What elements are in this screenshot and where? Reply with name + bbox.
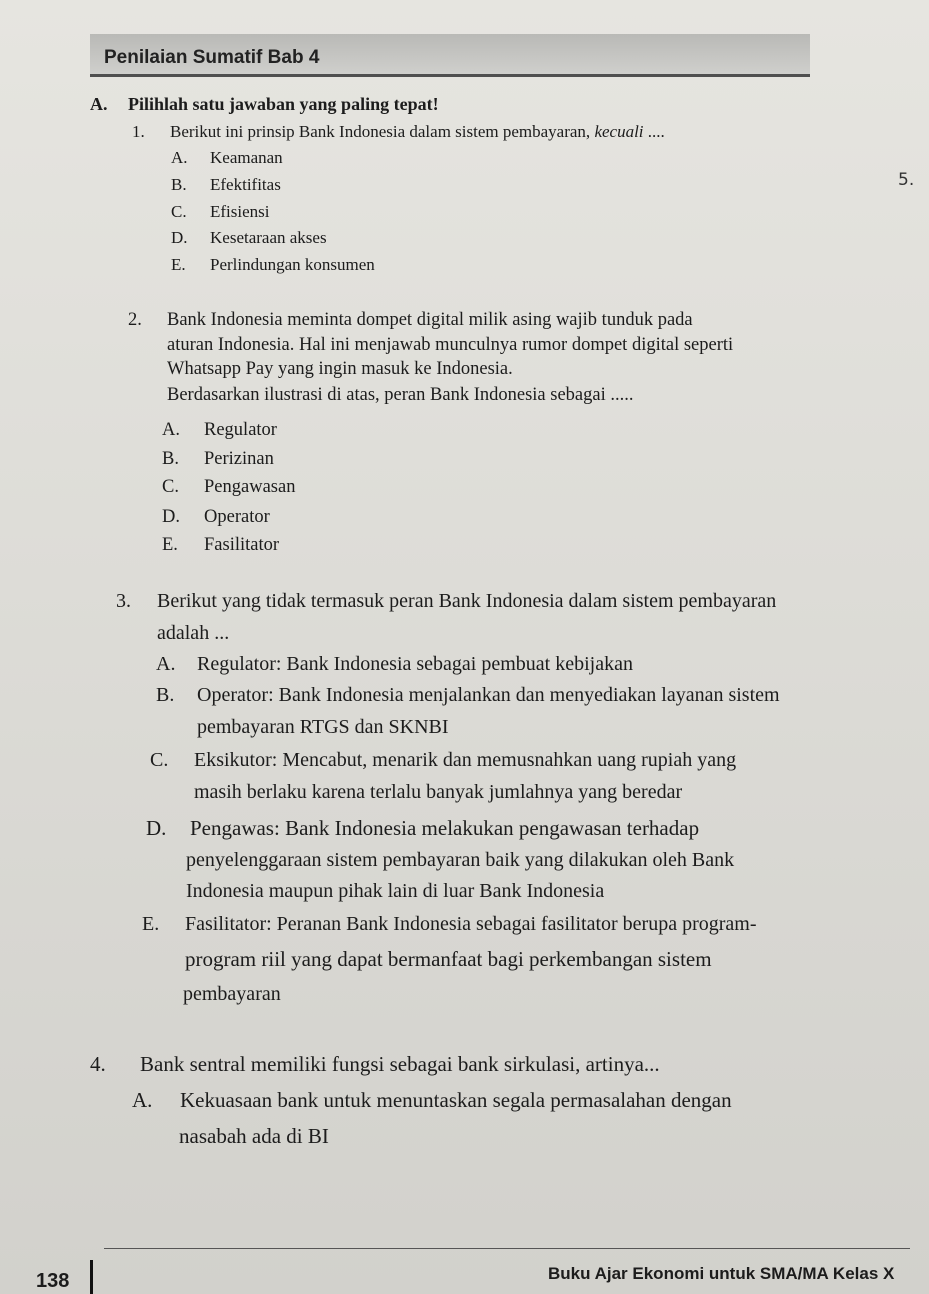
q2-line-2: aturan Indonesia. Hal ini menjawab munculnya rumor dompet digital seperti <box>167 335 734 355</box>
q2-line-4: Berdasarkan ilustrasi di atas, peran Bank Indonesia sebagai ..... <box>167 385 634 405</box>
q3-line-2: adalah ... <box>157 622 230 644</box>
q1-option-d: Kesetaraan akses <box>210 228 327 247</box>
q3-option-d-line-2: penyelenggaraan sistem pembayaran baik yang dilakukan oleh Bank <box>186 849 735 871</box>
footer-rule <box>104 1248 910 1249</box>
q3-option-a-letter: A. <box>156 653 176 675</box>
q3-option-d-line-3: Indonesia maupun pihak lain di luar Bank Indonesia <box>186 880 605 902</box>
q1-question <box>170 122 665 142</box>
q2-option-a: Regulator <box>204 420 277 440</box>
q1-option-c-letter: C. <box>171 202 187 221</box>
book-title: Buku Ajar Ekonomi untuk SMA/MA Kelas X <box>548 1264 895 1283</box>
q1-option-e: Perlindungan konsumen <box>210 255 375 274</box>
q3-option-d-line-1: Pengawas: Bank Indonesia melakukan pengawasan terhadap <box>190 816 700 840</box>
q2-option-b-letter: B. <box>162 449 179 469</box>
page-title: Penilaian Sumatif Bab 4 <box>104 47 320 68</box>
q1-number: 1. <box>132 122 145 141</box>
q3-option-e-line-1: Fasilitator: Peranan Bank Indonesia sebagai fasilitator berupa program- <box>185 913 757 935</box>
q1-italic: kecuali <box>594 122 644 141</box>
q4-option-a-letter: A. <box>132 1088 153 1112</box>
q1-option-d-letter: D. <box>171 228 188 247</box>
q3-option-e-line-2: program riil yang dapat bermanfaat bagi perkembangan sistem <box>185 947 712 971</box>
page-number: 138 <box>36 1270 70 1292</box>
footer-bar <box>90 1260 93 1294</box>
q3-option-b-line-2: pembayaran RTGS dan SKNBI <box>197 716 449 738</box>
margin-note: 5. <box>898 170 915 190</box>
section-label: A. <box>90 94 108 114</box>
q1-text: Berikut ini prinsip Bank Indonesia dalam sistem pembayaran, <box>170 122 591 141</box>
q4-number: 4. <box>90 1052 106 1076</box>
q1-option-a-letter: A. <box>171 148 188 167</box>
q3-number: 3. <box>116 590 131 612</box>
q1-option-e-letter: E. <box>171 255 186 274</box>
q3-option-e-letter: E. <box>142 913 160 935</box>
q3-option-a: Regulator: Bank Indonesia sebagai pembuat kebijakan <box>197 653 633 675</box>
q3-option-c-line-2: masih berlaku karena terlalu banyak jumlahnya yang beredar <box>194 781 683 803</box>
q4-option-a-line-1: Kekuasaan bank untuk menuntaskan segala permasalahan dengan <box>180 1088 732 1112</box>
q2-option-a-letter: A. <box>162 420 180 440</box>
q2-number: 2. <box>128 310 142 330</box>
q3-line-1: Berikut yang tidak termasuk peran Bank Indonesia dalam sistem pembayaran <box>157 590 777 612</box>
q1-option-b-letter: B. <box>171 175 187 194</box>
q3-option-c-line-1: Eksikutor: Mencabut, menarik dan memusnahkan uang rupiah yang <box>194 749 737 771</box>
section-title: Pilihlah satu jawaban yang paling tepat! <box>128 94 439 114</box>
q2-option-e: Fasilitator <box>204 535 280 555</box>
q1-option-b: Efektifitas <box>210 175 281 194</box>
q1-ellipsis: .... <box>643 122 665 141</box>
q2-line-1: Bank Indonesia meminta dompet digital milik asing wajib tunduk pada <box>167 310 693 330</box>
q4-question: Bank sentral memiliki fungsi sebagai bank sirkulasi, artinya... <box>140 1052 660 1076</box>
q3-option-b-letter: B. <box>156 684 175 706</box>
q4-option-a-line-2: nasabah ada di BI <box>179 1124 329 1148</box>
q2-option-b: Perizinan <box>204 449 274 469</box>
q2-option-c-letter: C. <box>162 477 179 497</box>
q2-option-c: Pengawasan <box>204 477 296 497</box>
q2-option-d-letter: D. <box>162 507 180 527</box>
q2-option-e-letter: E. <box>162 535 178 555</box>
q3-option-b-line-1: Operator: Bank Indonesia menjalankan dan menyediakan layanan sistem <box>197 684 780 706</box>
q2-option-d: Operator <box>204 507 270 527</box>
q3-option-e-line-3: pembayaran <box>183 983 281 1005</box>
q2-line-3: Whatsapp Pay yang ingin masuk ke Indonesia. <box>167 359 513 379</box>
q3-option-c-letter: C. <box>150 749 169 771</box>
q1-option-a: Keamanan <box>210 148 283 167</box>
q1-option-c: Efisiensi <box>210 202 270 221</box>
q3-option-d-letter: D. <box>146 816 167 840</box>
